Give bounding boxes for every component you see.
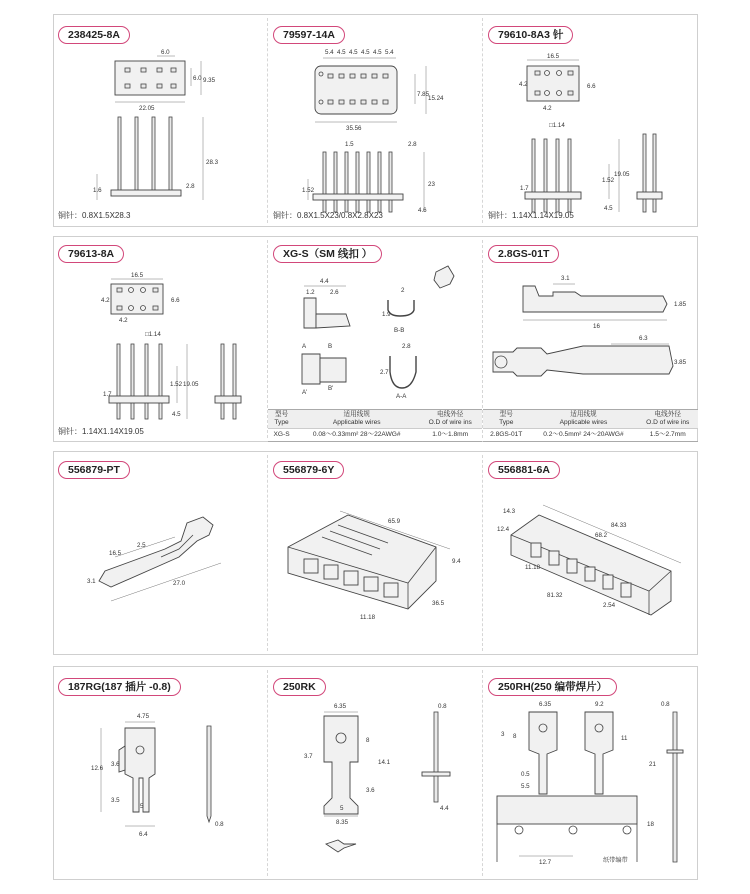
dim-text: 1.5 [345, 141, 354, 148]
model-label: 79613-8A [58, 245, 124, 263]
drawing-556879-PT [53, 451, 267, 655]
dim-text: 8 [513, 733, 517, 740]
dim-text: 4.4 [320, 278, 329, 285]
dim-text: 9.2 [595, 701, 604, 708]
dim-text: 4.4 [440, 805, 449, 812]
dim-text: 0.5 [521, 771, 530, 778]
spec-table [483, 409, 698, 442]
part-cell-79610-8A3 [483, 14, 698, 227]
col-od-header: 电线外径 O.D of wire ins [418, 410, 482, 429]
dim-text: 81.32 [547, 592, 563, 599]
part-cell-79613-8A [53, 236, 267, 442]
dim-text: 2.8 [186, 183, 195, 190]
dim-text: A' [302, 389, 308, 396]
dim-text: 3.6 [111, 761, 120, 768]
dim-text: 0.8 [215, 821, 224, 828]
drawing-238425-8A [53, 14, 267, 227]
dim-text: 2.6 [330, 289, 339, 296]
part-cell-556879-6Y [268, 451, 482, 655]
dim-text: 1.85 [674, 301, 687, 308]
dim-text: 6.35 [539, 701, 552, 708]
dim-text: 2.8 [408, 141, 417, 148]
dim-text: 1.52 [602, 177, 615, 184]
dim-text: 14.3 [503, 508, 516, 515]
col-type-header: 型号 Type [483, 410, 529, 429]
pin-spec: 铜针：1.14X1.14X19.05 [488, 211, 574, 220]
pin-spec: 铜针：0.8X1.5X23/0.8X2.8X23 [273, 211, 383, 220]
dim-text: 4.75 [137, 713, 150, 720]
dim-text: 4.2 [119, 317, 128, 324]
dim-text: 4.2 [519, 81, 528, 88]
dim-text: 6.3 [639, 335, 648, 342]
dim-text: 4.5 [172, 411, 181, 418]
dim-text: 5 [140, 803, 144, 810]
dim-text: 6.35 [334, 703, 347, 710]
dim-text: 1.7 [103, 391, 112, 398]
dim-text: 6.6 [587, 83, 596, 90]
dim-text: 4.5 [361, 49, 370, 56]
dim-text: 19.05 [614, 171, 630, 178]
dim-text: □1.14 [549, 122, 565, 129]
dim-text: 6.0 [161, 49, 170, 56]
dim-text: 23 [428, 181, 435, 188]
dim-text: 2 [401, 287, 405, 294]
dim-text: 0.8 [438, 703, 447, 710]
dim-text: 22.05 [139, 105, 155, 112]
dim-text: 1.52 [170, 381, 183, 388]
dim-text: 3.85 [674, 359, 687, 366]
pin-spec: 铜针：0.8X1.5X28.3 [58, 211, 131, 220]
dim-text: 14.1 [378, 759, 391, 766]
dim-text: A-A [396, 393, 407, 400]
dim-text: 28.3 [206, 159, 219, 166]
model-label: 250RK [273, 678, 326, 696]
drawing-79597-14A [268, 14, 482, 227]
dim-text: 4.5 [349, 49, 358, 56]
dim-text: B-B [394, 327, 405, 334]
dim-text: 4.5 [337, 49, 346, 56]
dim-text: 0.8 [661, 701, 670, 708]
dim-text: 36.5 [432, 600, 445, 607]
model-label: 556879-6Y [273, 461, 344, 479]
dim-text: 5.4 [385, 49, 394, 56]
dim-text: 9.4 [452, 558, 461, 565]
dim-text: 4.5 [373, 49, 382, 56]
dim-text: A [302, 343, 307, 350]
dim-text: 12.6 [91, 765, 104, 772]
dim-text: 16.5 [131, 272, 144, 279]
dim-text: 6.0 [193, 75, 202, 82]
model-label: 79610-8A3 针 [488, 26, 573, 44]
col-od-header: 电线外径 O.D of wire ins [637, 410, 698, 429]
dim-text: 16 [593, 323, 600, 330]
table-row: 2.8GS-01T 0.2～0.5mm² 24～20AWG# 1.5～2.7mm [483, 429, 698, 442]
pin-spec: 铜针：1.14X1.14X19.05 [58, 427, 144, 436]
dim-text: 5.5 [521, 783, 530, 790]
dim-text: 8.35 [336, 819, 349, 826]
dim-text: 2.5 [137, 542, 146, 549]
dim-text: 5.4 [325, 49, 334, 56]
dim-text: 3.6 [366, 787, 375, 794]
dim-text: 2.7 [380, 369, 389, 376]
dim-text: 4.5 [604, 205, 613, 212]
dim-text: 3.1 [87, 578, 96, 585]
dim-text: 7.85 [417, 91, 430, 98]
dim-text: 4.2 [543, 105, 552, 112]
dim-text: 1.6 [93, 187, 102, 194]
part-cell-238425-8A [53, 14, 267, 227]
dim-text: 1.2 [306, 289, 315, 296]
dim-text: 2.54 [603, 602, 616, 609]
dim-text: 15.24 [428, 95, 444, 102]
part-cell-250RH [483, 666, 698, 880]
model-label: 187RG(187 插片 -0.8) [58, 678, 181, 696]
model-label: 250RH(250 编带焊片） [488, 678, 617, 696]
dim-text: 16.5 [547, 53, 560, 60]
dim-text: 11.18 [525, 564, 541, 571]
part-cell-XG-S [268, 236, 482, 442]
dim-text: 5 [340, 805, 344, 812]
dim-text: 6.6 [171, 297, 180, 304]
dim-text: 1.7 [520, 185, 529, 192]
part-cell-250RK [268, 666, 482, 880]
part-cell-187RG [53, 666, 267, 880]
dim-text: 11 [621, 735, 628, 742]
dim-text: 2.8 [402, 343, 411, 350]
dim-text: 3.1 [561, 275, 570, 282]
dim-text: 11.18 [360, 614, 376, 621]
dim-text: 3.5 [111, 797, 120, 804]
part-cell-2.8GS-01T [483, 236, 698, 442]
part-cell-79597-14A [268, 14, 482, 227]
dim-text: 68.2 [595, 532, 608, 539]
drawing-556881-6A [483, 451, 698, 655]
model-label: 238425-8A [58, 26, 130, 44]
part-cell-556881-6A [483, 451, 698, 655]
dim-text: B [328, 343, 333, 350]
dim-text: 65.9 [388, 518, 401, 525]
part-cell-556879-PT [53, 451, 267, 655]
dim-text: 18 [647, 821, 654, 828]
dim-text: 1.9 [382, 311, 391, 318]
dim-text: 9.35 [203, 77, 216, 84]
model-label: 556879-PT [58, 461, 130, 479]
col-wires-header: 适用线规 Applicable wires [529, 410, 637, 429]
table-row: XG-S 0.08～0.33mm² 28～22AWG# 1.0～1.8mm [268, 429, 482, 442]
drawing-79610-8A3 [483, 14, 698, 227]
dim-text: 4.2 [101, 297, 110, 304]
dim-text: 27.0 [173, 580, 186, 587]
dim-text: 12.4 [497, 526, 510, 533]
model-label: 2.8GS-01T [488, 245, 559, 263]
col-wires-header: 适用线规 Applicable wires [295, 410, 418, 429]
dim-text: B' [328, 385, 334, 392]
drawing-187RG [53, 666, 267, 880]
dim-text: □1.14 [145, 331, 161, 338]
dim-text: 3 [501, 731, 505, 738]
dim-text: 6.4 [139, 831, 148, 838]
spec-table [268, 409, 482, 442]
dim-text: 12.7 [539, 859, 552, 866]
dim-text: 19.05 [183, 381, 199, 388]
tape-label: 纸带编带 [603, 857, 628, 864]
model-label: 556881-6A [488, 461, 560, 479]
col-type-header: 型号 Type [268, 410, 295, 429]
dim-text: 16.5 [109, 550, 122, 557]
dim-text: 8 [366, 737, 370, 744]
model-label: XG-S（SM 线扣 ） [273, 245, 382, 263]
drawing-556879-6Y [268, 451, 482, 655]
dim-text: 3.7 [304, 753, 313, 760]
dim-text: 84.33 [611, 522, 627, 529]
drawing-79613-8A [53, 236, 267, 442]
dim-text: 35.56 [346, 125, 362, 132]
drawing-250RK [268, 666, 482, 880]
dim-text: 4.6 [418, 207, 427, 214]
drawing-250RH [483, 666, 698, 880]
dim-text: 21 [649, 761, 656, 768]
dim-text: 1.52 [302, 187, 315, 194]
model-label: 79597-14A [273, 26, 345, 44]
